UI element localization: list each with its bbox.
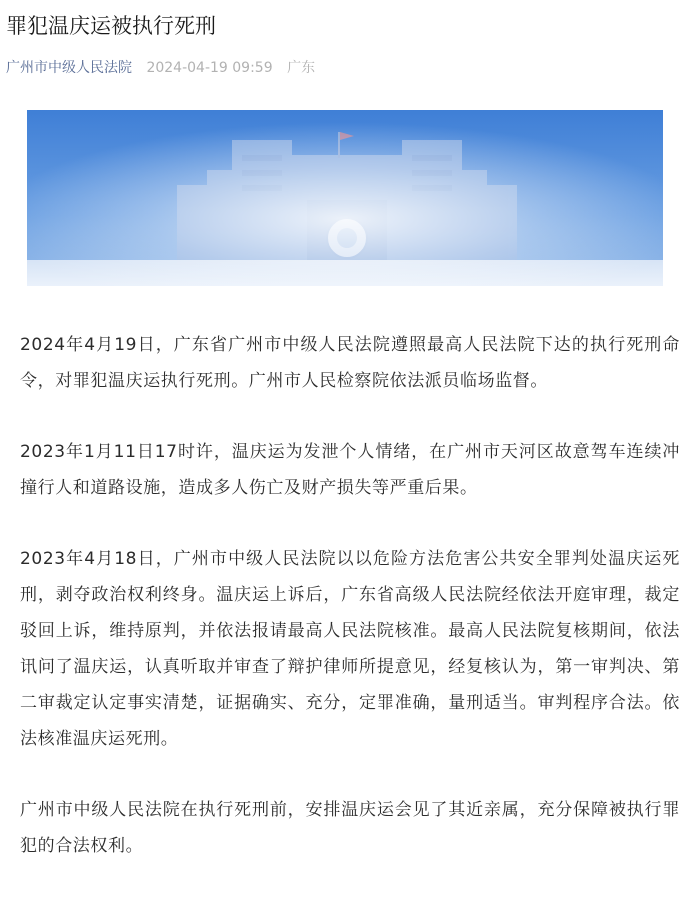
court-building-banner-image: [27, 110, 663, 286]
article-body: [20, 327, 680, 899]
source-account-link[interactable]: 广州市中级人民法院: [6, 60, 132, 76]
article-paragraph-2: 2023年1月11日17时许，温庆运为发泄个人情绪，在广州市天河区故意驾车连续冲撞行人和道路设施，造成多人伤亡及财产损失等严重后果。: [20, 442, 680, 498]
publish-region: 广东: [287, 60, 316, 76]
article-paragraph-4: 广州市中级人民法院在执行死刑前，安排温庆运会见了其近亲属，充分保障被执行罪犯的合法权利。: [20, 800, 680, 856]
article-paragraph-3: 2023年4月18日，广州市中级人民法院以以危险方法危害公共安全罪判处温庆运死刑，剥夺政治权利终身。温庆运上诉后，广东省高级人民法院经依法开庭审理，裁定驳回上诉，维持原判，并依法报请最高人民法院核准。最高人民法院复核期间，依法讯问了温庆运，认真听取并审查了辩护律师所提意见，经复核认为，第一审判决、第二审裁定认定事实清楚，证据确实、充分，定罪准确，量刑适当。审判程序合法。依法核准温庆运死刑。: [20, 549, 680, 749]
article-paragraph-1: 2024年4月19日，广东省广州市中级人民法院遵照最高人民法院下达的执行死刑命令，对罪犯温庆运执行死刑。广州市人民检察院依法派员临场监督。: [20, 335, 680, 391]
article-meta: [6, 58, 315, 78]
article-title: 罪犯温庆运被执行死刑: [6, 14, 216, 38]
publish-time: 2024-04-19 09:59: [146, 60, 273, 76]
